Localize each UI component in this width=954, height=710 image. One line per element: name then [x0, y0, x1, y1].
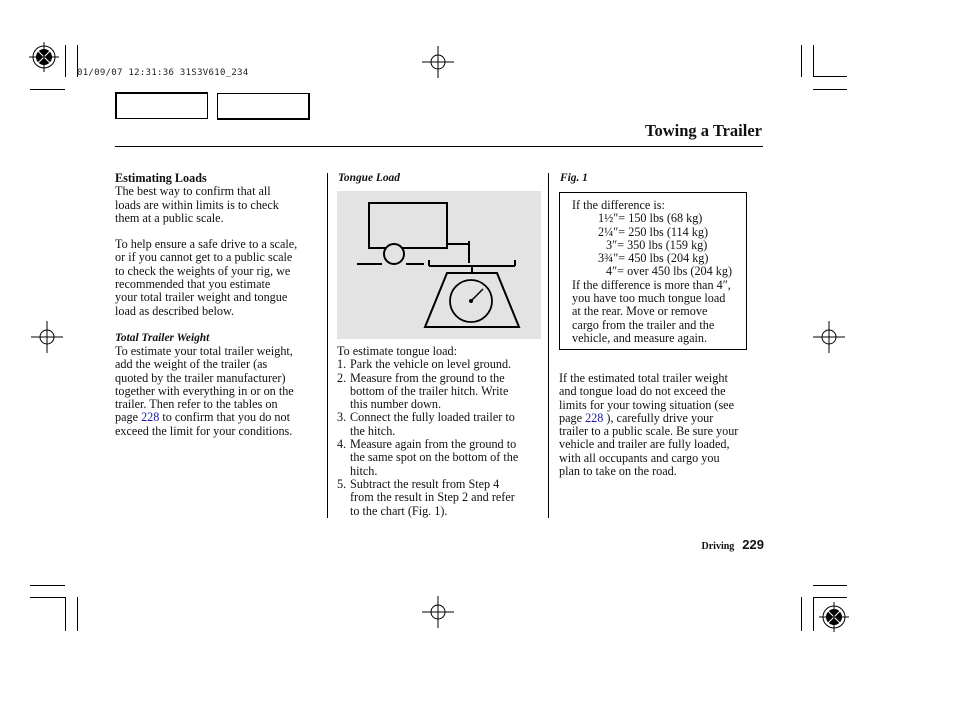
chart-row: 3¾″= 450 lbs (204 kg) — [598, 251, 709, 266]
column-divider — [327, 173, 328, 518]
list-item: 3. Connect the fully loaded trailer to the hitch. — [337, 410, 515, 438]
paragraph: To help ensure a safe drive to a scale, or if you cannot get to a public scale to check the weights of your rig, we recommended that you estimate your total trailer weight and tongue load as described below. — [115, 237, 298, 318]
section-heading: Estimating Loads — [115, 171, 207, 185]
column-3-paragraph: If the estimated total trailer weight and tongue load do not exceed the limits for your towing situation (see page 228 ), carefully drive your trailer to a public scale. Be sure your vehicle and trailer are fully loaded, with all occupants and cargo you plan to take on the road. — [559, 371, 739, 479]
column-2-text: To estimate tongue load: 1. Park the vehicle on level ground. 2. Measure from the ground to the bottom of the trailer hitch. Write this number down. 3. Connect the fully loaded trailer to the hitch. 4. Measure again from the ground to the same spot on the bottom of the hitch. 5. Subtract the result from Step 4 from the result in Step 2 and refer to the chart (Fig. 1). — [337, 345, 547, 518]
steps-list — [337, 358, 547, 518]
header-tab-box-2 — [217, 93, 310, 120]
header-rule — [115, 146, 763, 147]
chart-row: 3″= 350 lbs (159 kg) — [606, 237, 708, 252]
page-number: 229 — [742, 537, 764, 552]
column-divider — [548, 173, 549, 518]
footer-section: Driving — [701, 541, 735, 552]
page-link-228[interactable]: 228 — [141, 410, 160, 425]
page-title: Towing a Trailer — [644, 121, 762, 140]
figure-caption: Tongue Load — [338, 172, 400, 184]
list-item: 4. Measure again from the ground to the same spot on the bottom of the hitch. — [337, 437, 519, 478]
print-stamp: 01/09/07 12:31:36 31S3V610_234 — [77, 68, 249, 78]
header-tab-box-1 — [115, 92, 208, 119]
list-item: 5. Subtract the result from Step 4 from the result in Step 2 and refer to the chart (Fig. 1). — [337, 476, 515, 518]
figure-caption: Fig. 1 — [560, 172, 588, 184]
tongue-load-illustration — [337, 191, 541, 339]
fig-1-box: If the difference is: 1½″= 150 lbs (68 kg) 2¼″= 250 lbs (114 kg) 3″= 350 lbs (159 kg) 3¾″= 450 lbs (204 kg) 4″= over 450 lbs (204 kg) If the difference is more than 4″, you have too much tongue load at the rear. Move or remove cargo from the trailer and the vehicle, and measure again. — [559, 192, 747, 350]
chart-row: 4″= over 450 lbs (204 kg) — [606, 264, 733, 279]
page-link-228[interactable]: 228 — [585, 410, 604, 425]
difference-chart — [572, 212, 746, 278]
chart-row: 2¼″= 250 lbs (114 kg) — [598, 224, 709, 239]
page-footer — [702, 536, 764, 554]
list-item: 1. Park the vehicle on level ground. — [337, 357, 512, 372]
paragraph: The best way to confirm that all loads are within limits is to check them at a public scale. — [115, 184, 279, 225]
column-1 — [115, 172, 325, 438]
sub-heading: Total Trailer Weight — [115, 331, 210, 344]
paragraph: To estimate your total trailer weight, add the weight of the trailer (as quoted by the trailer manufacturer) together with everything in or on the trailer. Then refer to the tables on page 228 to confirm that you do not exceed the limit for your conditions. — [115, 343, 294, 438]
chart-row: 1½″= 150 lbs (68 kg) — [598, 211, 703, 226]
list-item: 2. Measure from the ground to the bottom of the trailer hitch. Write this number down. — [337, 370, 509, 412]
